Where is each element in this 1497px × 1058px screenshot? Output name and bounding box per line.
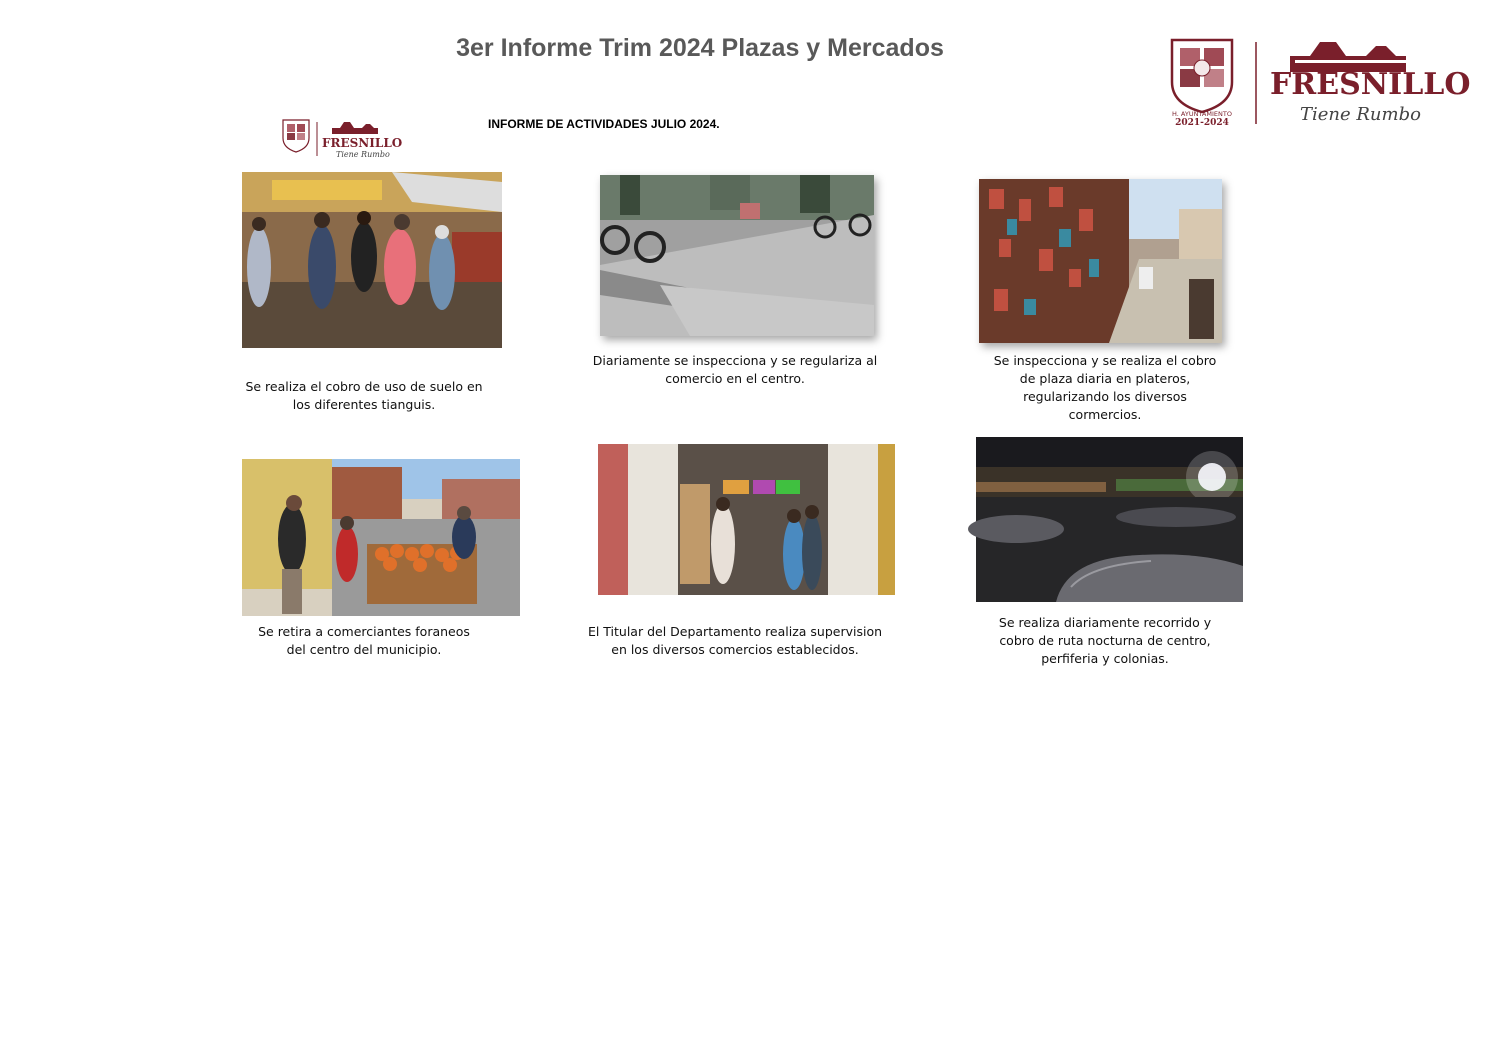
- coat-of-arms-icon: [1172, 40, 1232, 112]
- plaza-photo: [600, 175, 874, 336]
- plateros-photo: [979, 179, 1222, 343]
- caption-street-vendor: Se retira a comerciantes foraneos del centro del municipio.: [258, 624, 470, 657]
- svg-text:FRESNILLO: FRESNILLO: [322, 136, 403, 150]
- svg-text:FRESNILLO: FRESNILLO: [1270, 67, 1471, 102]
- caption-plaza: Diariamente se inspecciona y se regulariza al comercio en el centro.: [592, 353, 878, 386]
- caption-night-route: Se realiza diariamente recorrido y cobro de ruta nocturna de centro, perfiferia y colonias.: [998, 615, 1212, 666]
- night-route-photo: [976, 437, 1243, 602]
- tianguis-photo: [242, 172, 502, 348]
- report-subtitle: INFORME DE ACTIVIDADES JULIO 2024.: [488, 117, 720, 131]
- svg-text:2021-2024: 2021-2024: [1175, 118, 1229, 128]
- svg-text:H. AYUNTAMIENTO: H. AYUNTAMIENTO: [1172, 110, 1232, 118]
- caption-tianguis: Se realiza el cobro de uso de suelo en los diferentes tianguis.: [245, 379, 483, 412]
- store-photo: [598, 444, 895, 595]
- caption-store: El Titular del Departamento realiza supervision en los diversos comercios establecidos.: [587, 624, 883, 657]
- fresnillo-logo-small: [280, 118, 403, 160]
- svg-text:Tiene Rumbo: Tiene Rumbo: [336, 150, 390, 159]
- svg-text:Tiene Rumbo: Tiene Rumbo: [1300, 104, 1421, 125]
- street-vendor-photo: [242, 459, 520, 616]
- page-title: 3er Informe Trim 2024 Plazas y Mercados: [456, 34, 944, 62]
- fresnillo-logo-large: [1160, 34, 1471, 129]
- caption-plateros: Se inspecciona y se realiza el cobro de plaza diaria en plateros, regularizando los diversos cormercios.: [993, 353, 1217, 422]
